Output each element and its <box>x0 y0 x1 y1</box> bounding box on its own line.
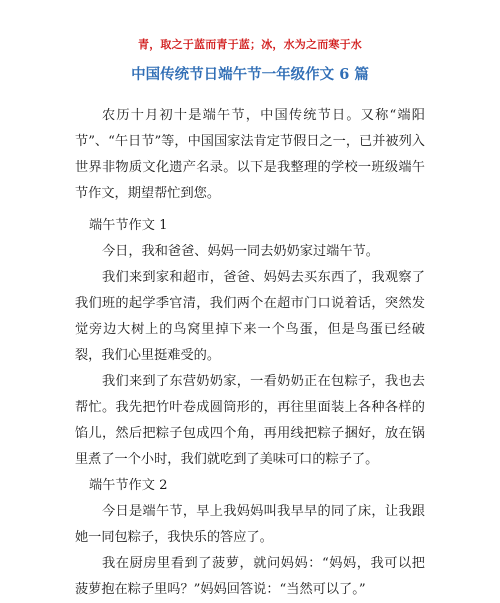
essay-1-paragraph: 我们来到家和超市，爸爸、妈妈去买东西了，我观察了我们班的起学季官清，我们两个在超市门口说着话，突然发觉旁边大树上的鸟窝里掉下来一个鸟蛋，但是鸟蛋已经破裂，我们心里挺难受的。 <box>75 270 425 363</box>
intro-section <box>75 103 425 207</box>
intro-paragraph: 农历十月初十是端午节，中国传统节日。又称“端阳节”、“午日节”等，中国国家法肯定节假日之一，已并被列入世界非物质文化遗产名录。以下是我整理的学校一班级端午节作文，期望帮忙到您。 <box>75 108 425 201</box>
essay-2-paragraph: 今日是端午节，早上我妈妈叫我早早的同了床，让我跟她一同包粽子，我快乐的答应了。 <box>75 504 425 545</box>
essay-1-paragraph: 今日，我和爸爸、妈妈一同去奶奶家过端午节。 <box>102 244 379 259</box>
essay-heading-2: 端午节作文 2 <box>89 478 168 493</box>
essays-section <box>75 213 425 603</box>
document-title: 中国传统节日端午节一年级作文 6 篇 <box>131 66 369 83</box>
essay-heading-1: 端午节作文 1 <box>89 218 168 233</box>
essay-1-paragraph: 我们来到了东营奶奶家，一看奶奶正在包粽子，我也去帮忙。我先把竹叶卷成圆筒形的，再往里面装上各种各样的馅儿，然后把粽子包成四个角，再用线把粽子捆好，放在锅里煮了一个小时，我们就吃到了美味可口的粽子了。 <box>75 374 425 467</box>
header-motto: 青，取之于蓝而青于蓝；冰，水为之而寒于水 <box>138 38 362 51</box>
essay-2-paragraph: 我在厨房里看到了菠萝，就问妈妈：“妈妈，我可以把菠萝抱在粽子里吗？”妈妈回答说：“当然可以了。” <box>75 556 425 597</box>
